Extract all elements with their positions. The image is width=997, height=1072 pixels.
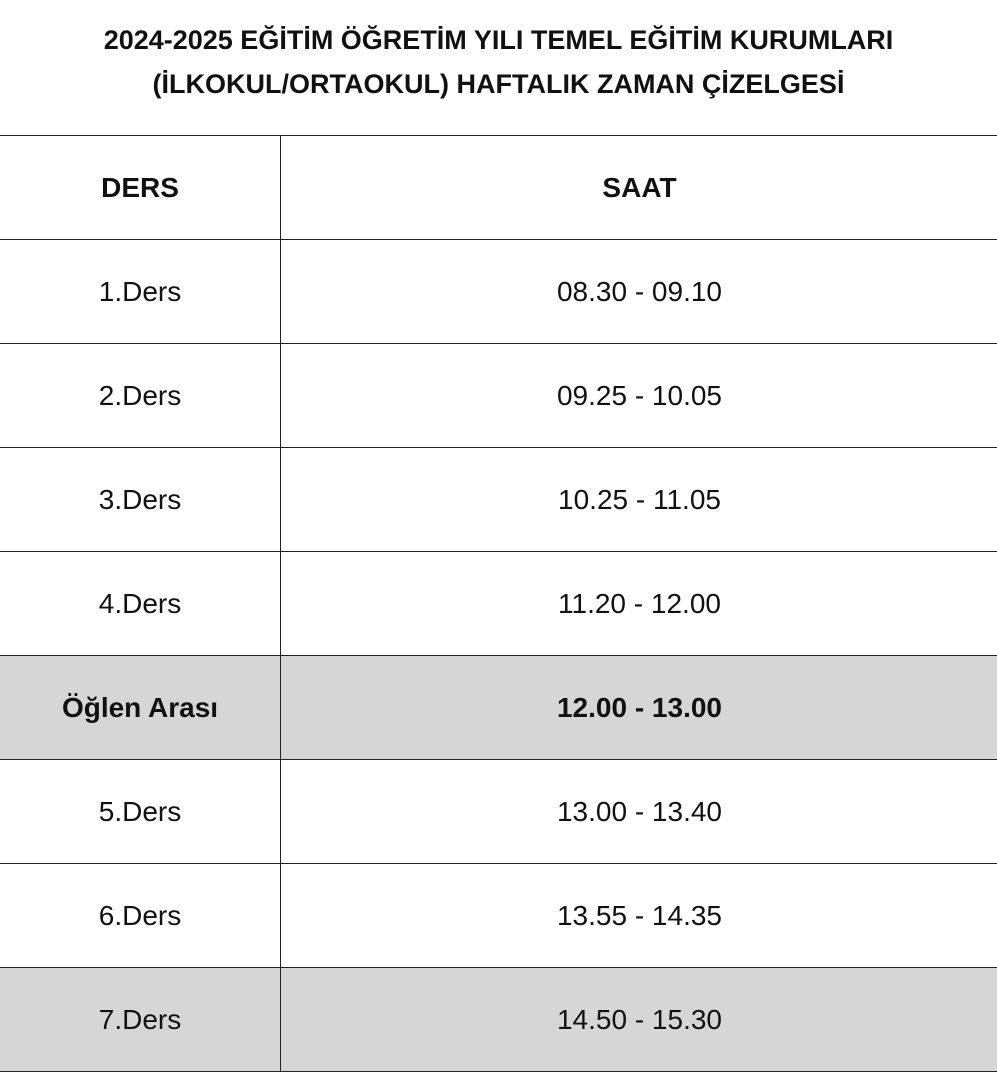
header-saat: SAAT [281,136,997,240]
row-saat: 14.50 - 15.30 [281,968,997,1072]
row-saat: 13.55 - 14.35 [281,864,997,968]
table-row [0,552,997,656]
table-row [0,240,997,344]
schedule-table [0,135,997,1072]
row-saat: 10.25 - 11.05 [281,448,997,552]
table-row [0,760,997,864]
title-line-1: 2024-2025 EĞİTİM ÖĞRETİM YILI TEMEL EĞİTİM KURUMLARI [0,18,997,62]
row-saat: 08.30 - 09.10 [281,240,997,344]
title-line-2: (İLKOKUL/ORTAOKUL) HAFTALIK ZAMAN ÇİZELGESİ [0,62,997,106]
row-ders: 2.Ders [0,344,281,448]
row-ders: 1.Ders [0,240,281,344]
row-saat: 13.00 - 13.40 [281,760,997,864]
table-row [0,344,997,448]
table-row [0,864,997,968]
row-saat: 09.25 - 10.05 [281,344,997,448]
row-ders: 4.Ders [0,552,281,656]
page-title [0,18,997,106]
row-saat: 12.00 - 13.00 [281,656,997,760]
row-ders: Öğlen Arası [0,656,281,760]
row-ders: 6.Ders [0,864,281,968]
header-ders: DERS [0,136,281,240]
table-row [0,448,997,552]
row-saat: 11.20 - 12.00 [281,552,997,656]
header-row [0,136,997,240]
row-ders: 3.Ders [0,448,281,552]
lunch-break-row [0,656,997,760]
table-row [0,968,997,1072]
row-ders: 7.Ders [0,968,281,1072]
row-ders: 5.Ders [0,760,281,864]
